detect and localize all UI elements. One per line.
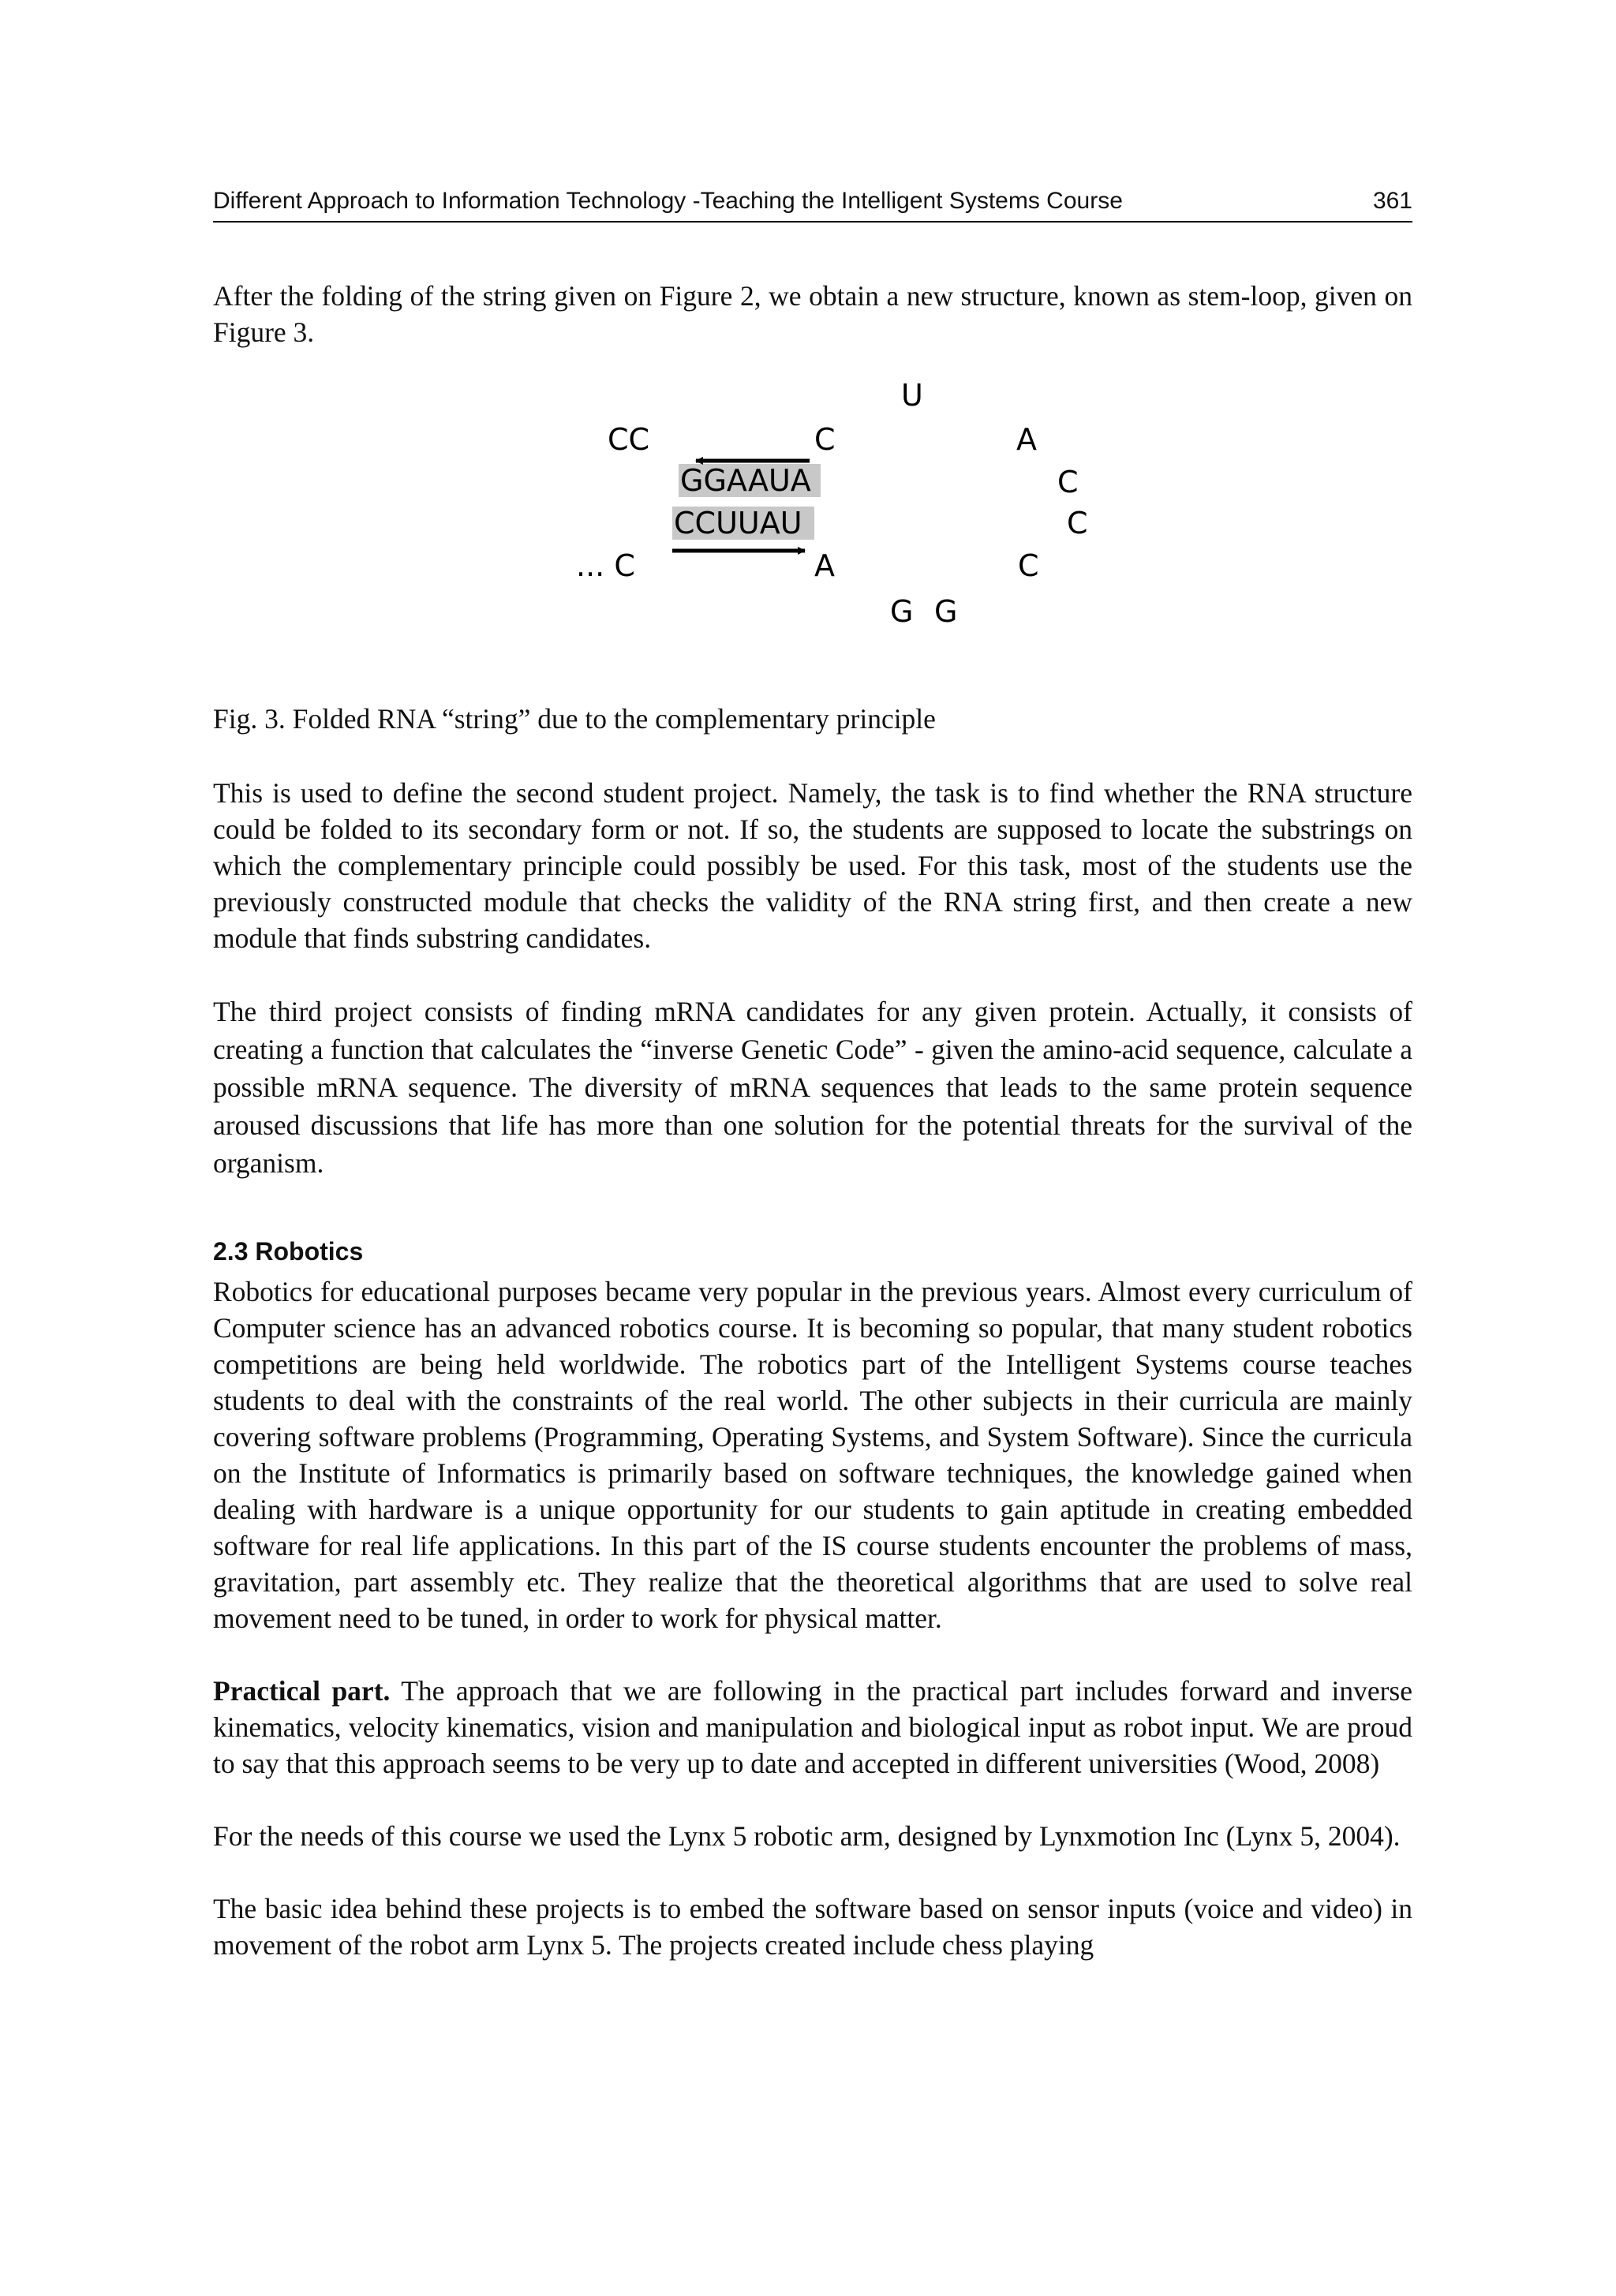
loop-base: C <box>1067 506 1088 540</box>
label-cc: CC <box>608 422 650 457</box>
loop-base: C <box>1057 465 1079 499</box>
figure-caption: Fig. 3. Folded RNA “string” due to the complementary principle <box>213 703 936 735</box>
paragraph-second-project: This is used to define the second student project. Namely, the task is to find whether the RNA structure could be folded to its secondary form or not. If so, the students are supposed to locate the substrings on which the complementary principle could possibly be used. For this task, most of the students use the previously constructed module that checks the validity of the RNA string first, and then create a new module that finds substring candidates. <box>213 777 1412 954</box>
rna-stem-loop-diagram <box>568 371 1105 647</box>
practical-part-text: The approach that we are following in the practical part includes forward and inverse kinematics, velocity kinematics, vision and manipulation and biological input as robot input. We are proud to say that this approach seems to be very up to date and accepted in different universities (Wood, 2008) <box>213 1675 1412 1779</box>
loop-base: U <box>901 378 923 413</box>
robotics-paragraph: Robotics for educational purposes became very popular in the previous years. Almost every curriculum of Computer science has an advanced robotics course. It is becoming so popular, that many student robotics competitions are being held worldwide. The robotics part of the Intelligent Systems course teaches students to deal with the constraints of the real world. The other subjects in their curricula are mainly covering software problems (Programming, Operating Systems, and System Software). Since the curricula on the Institute of Informatics is primarily based on software techniques, the knowledge gained when dealing with hardware is a unique opportunity for our students to gain aptitude in creating embedded software for real life applications. In this part of the IS course students encounter the problems of mass, gravitation, part assembly etc. They realize that the theoretical algorithms that are used to solve real movement need to be tuned, in order to work for physical matter. <box>213 1276 1412 1634</box>
loop-base: A <box>1016 422 1037 457</box>
label-ellipsis-c: ... C <box>576 548 635 583</box>
stem-lower-end: A <box>814 548 835 583</box>
practical-part-label: Practical part. <box>213 1675 391 1707</box>
section-heading: 2.3 Robotics <box>213 1237 364 1266</box>
running-header <box>213 186 1412 222</box>
page-number: 361 <box>1372 188 1412 214</box>
header-title: Different Approach to Information Technology -Teaching the Intelligent Systems Course <box>213 188 1123 214</box>
stem-upper-end: C <box>814 422 836 457</box>
rna-stem-loop-figure <box>568 371 1105 647</box>
loop-base: C <box>1018 548 1039 583</box>
practical-part-paragraph <box>213 1673 1412 1782</box>
loop-base: G <box>890 594 914 629</box>
loop-base: G <box>934 594 958 629</box>
intro-paragraph: After the folding of the string given on Figure 2, we obtain a new structure, known as stem-loop, given on Figure 3. <box>213 280 1412 348</box>
projects-paragraph: The basic idea behind these projects is to embed the software based on sensor inputs (voice and video) in movement of the robot arm Lynx 5. The projects created include chess playing <box>213 1893 1412 1961</box>
stem-upper-sequence: GGAAUA <box>680 463 811 498</box>
paragraph-third-project: The third project consists of finding mRNA candidates for any given protein. Actually, it consists of creating a function that calculates the “inverse Genetic Code” - given the amino-acid sequence, calculate a possible mRNA sequence. The diversity of mRNA sequences that leads to the same protein sequence aroused discussions that life has more than one solution for the potential threats for the survival of the organism. <box>213 996 1412 1179</box>
stem-lower-sequence: CCUUAU <box>674 506 802 540</box>
lynx-paragraph: For the needs of this course we used the Lynx 5 robotic arm, designed by Lynxmotion Inc (Lynx 5, 2004). <box>213 1820 1401 1852</box>
